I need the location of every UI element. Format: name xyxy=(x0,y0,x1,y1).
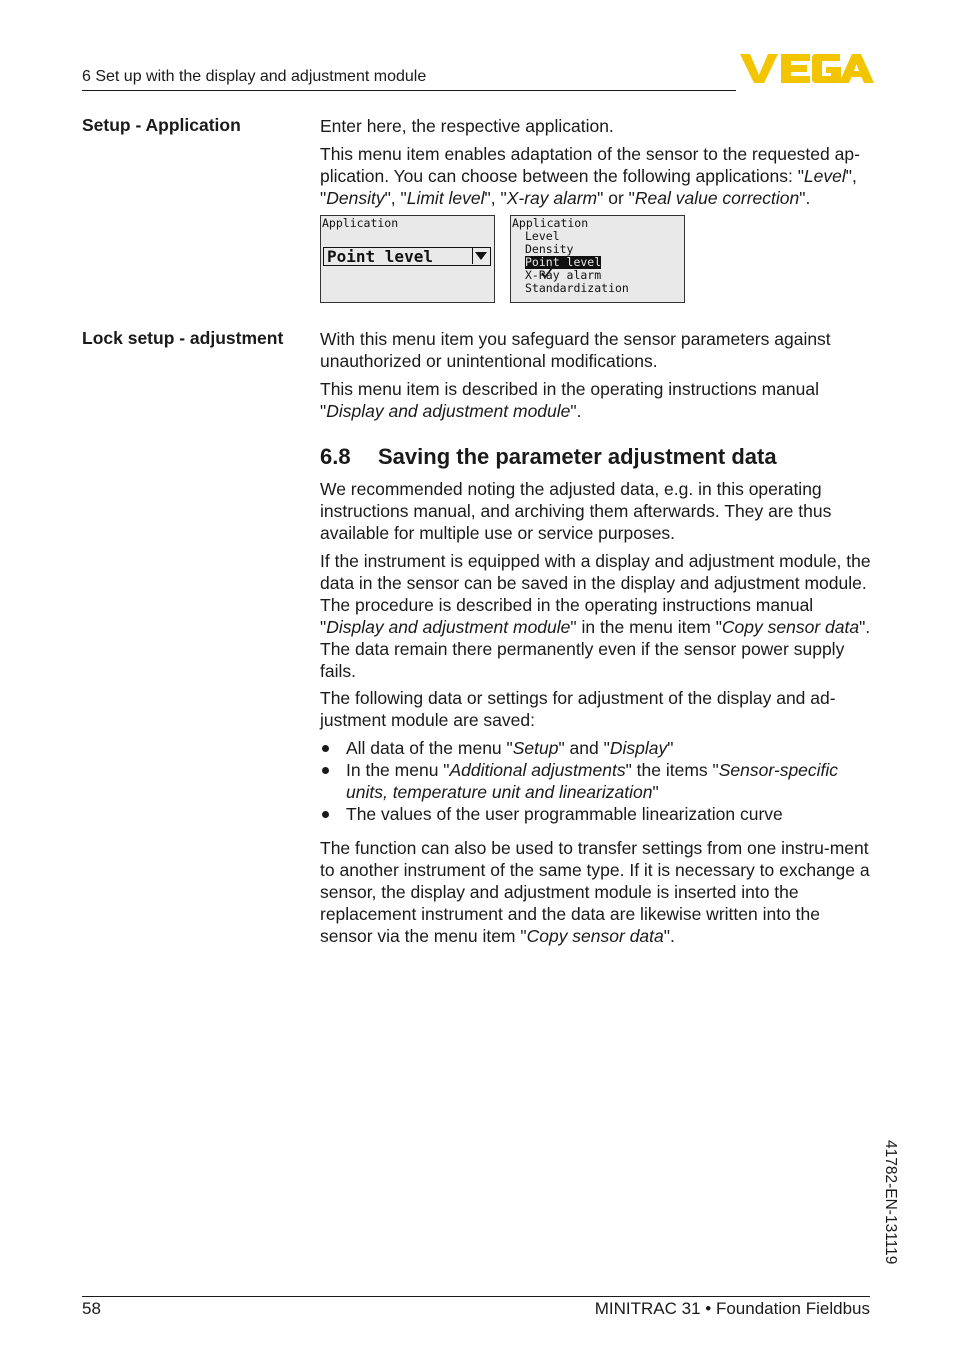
section-paragraph-2: If the instrument is equipped with a display and adjustment module, the data in the sensor can be saved in the display and adjustment module. The procedure is described in the operating instructions manual "Display and adjustment module" in the menu item "Copy sensor data". The data remain there permanently even if the sensor power supply fails. xyxy=(320,551,871,681)
section-heading xyxy=(320,444,777,470)
document-code: 41782-EN-131119 xyxy=(882,1140,899,1265)
list-item-standardization[interactable]: Standardization xyxy=(525,281,629,295)
footer-rule xyxy=(82,1296,870,1297)
section-paragraph-4: The function can also be used to transfer settings from one instru-ment to another instrument of the same type. If it is necessary to exchange a sensor, the display and adjustment module is inserted into the replacement instrument and the data are likewise written into the sensor via the menu item "Copy sensor data". xyxy=(320,838,870,946)
running-header: 6 Set up with the display and adjustment module xyxy=(82,68,427,85)
section-paragraph-3: The following data or settings for adjustment of the display and ad-justment module are saved: xyxy=(320,688,836,730)
page-number: 58 xyxy=(82,1299,101,1318)
section-paragraph-1: We recommended noting the adjusted data, e.g. in this operating instructions manual, and archiving them afterwards. They are thus available for multiple use or service purposes. xyxy=(320,479,832,543)
footer-title: MINITRAC 31 • Foundation Fieldbus xyxy=(594,1299,870,1318)
setup-application-intro: Enter here, the respective application. xyxy=(320,116,614,136)
vega-logo xyxy=(740,50,874,91)
saved-data-list xyxy=(320,737,875,825)
list-item-point-level[interactable]: Point level xyxy=(525,255,602,269)
list-item-level[interactable]: Level xyxy=(525,229,560,243)
section-number: 6.8 xyxy=(320,444,351,469)
header-rule xyxy=(82,90,736,91)
setup-application-description: This menu item enables adaptation of the sensor to the requested ap-plication. You can choose between the following applications: "Level", "Density", "Limit level", "X-ray alarm" or "Real value correction". xyxy=(320,144,860,208)
lock-setup-label: Lock setup - adjustment xyxy=(82,328,284,348)
lock-setup-reference: This menu item is described in the operating instructions manual "Display and adjustment module". xyxy=(320,379,819,421)
list-item-density[interactable]: Density xyxy=(525,242,574,256)
list-item: All data of the menu "Setup" and "Display" xyxy=(320,737,875,759)
lock-setup-description: With this menu item you safeguard the sensor parameters against unauthorized or unintentional modifications. xyxy=(320,329,831,371)
screen-title: Application xyxy=(322,216,399,230)
list-item: In the menu "Additional adjustments" the items "Sensor-specific units, temperature unit and linearization" xyxy=(320,759,875,803)
application-list-screen xyxy=(510,215,685,303)
list-item-xray-alarm[interactable]: X-Ray alarm xyxy=(525,268,602,282)
application-display-screen xyxy=(320,215,495,303)
application-select-value: Point level xyxy=(327,247,433,266)
list-item: The values of the user programmable linearization curve xyxy=(320,803,875,825)
setup-application-label: Setup - Application xyxy=(82,115,241,135)
screen-title: Application xyxy=(512,216,589,230)
dropdown-arrow-icon xyxy=(472,248,490,264)
section-title: Saving the parameter adjustment data xyxy=(378,444,777,469)
application-select[interactable] xyxy=(323,247,491,266)
